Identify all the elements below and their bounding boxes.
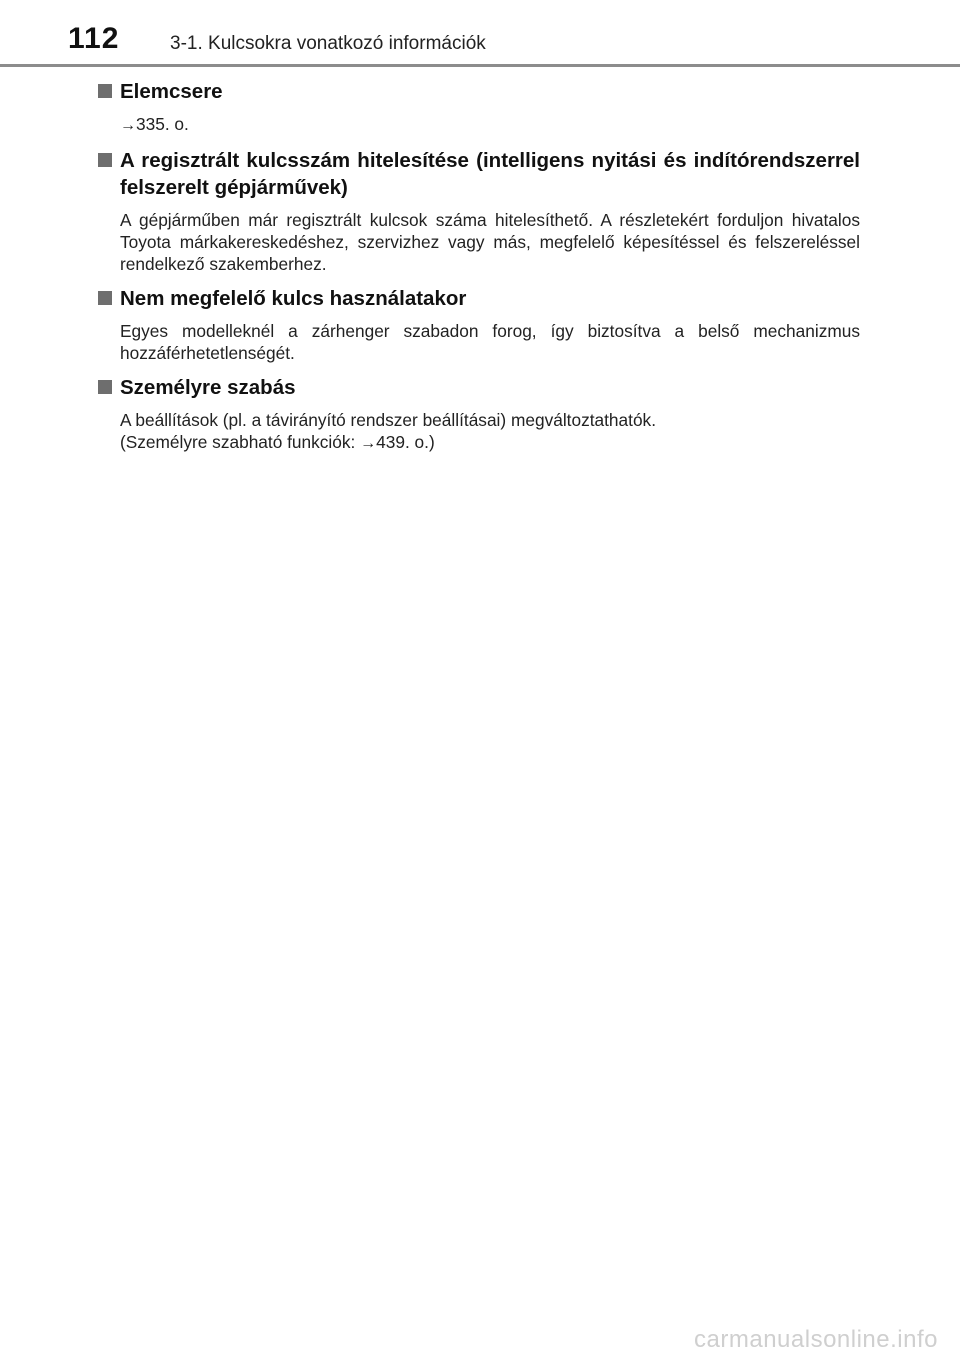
- square-bullet-icon: [98, 291, 112, 305]
- site-watermark: carmanualsonline.info: [694, 1326, 938, 1353]
- section-elemcsere: [96, 78, 860, 137]
- arrow-right-icon: →: [360, 435, 377, 452]
- chapter-title: 3-1. Kulcsokra vonatkozó információk: [170, 33, 486, 54]
- section-heading-text: A regisztrált kulcsszám hitelesítése (intelligens nyitási és indítórendszerrel felszerelt gépjárművek): [120, 149, 860, 199]
- section-heading: [96, 374, 860, 401]
- section-body-text: Egyes modelleknél a zárhenger szabadon forog, így biztosítva a belső mechanizmus hozzáférhetetlenségét.: [120, 321, 860, 363]
- section-body-text: A gépjárműben már regisztrált kulcsok száma hitelesíthető. A részletekért forduljon hivatalos Toyota márkakereskedéshez, szervizhez vagy más, megfelelő képesítéssel és felszereléssel rendelkező szakemberhez.: [120, 210, 860, 274]
- page-number: 112: [68, 22, 120, 55]
- header-divider: [0, 64, 960, 67]
- section-body: [120, 209, 860, 275]
- section-wrong-key: [96, 285, 860, 364]
- section-body-text: A beállítások (pl. a távirányító rendszer beállításai) megváltoztathatók.: [120, 410, 656, 430]
- reference-suffix: 439. o.): [376, 432, 435, 452]
- page-content: [96, 78, 860, 465]
- section-key-verification: [96, 147, 860, 275]
- section-heading: [96, 285, 860, 312]
- section-heading-text: Személyre szabás: [120, 376, 296, 399]
- section-body: [120, 113, 860, 137]
- square-bullet-icon: [98, 380, 112, 394]
- section-heading-text: Nem megfelelő kulcs használatakor: [120, 287, 467, 310]
- square-bullet-icon: [98, 84, 112, 98]
- section-heading-text: Elemcsere: [120, 80, 223, 103]
- page-reference: [120, 113, 860, 137]
- section-customization: [96, 374, 860, 455]
- arrow-right-icon: →: [120, 117, 136, 134]
- reference-prefix: (Személyre szabható funkciók:: [120, 432, 361, 452]
- section-heading: [96, 78, 860, 105]
- page-reference-text: 335. o.: [136, 114, 189, 134]
- square-bullet-icon: [98, 153, 112, 167]
- page-header: [0, 0, 960, 66]
- section-body: [120, 409, 860, 455]
- section-heading: [96, 147, 860, 201]
- section-body: [120, 320, 860, 364]
- customization-reference: [120, 431, 860, 455]
